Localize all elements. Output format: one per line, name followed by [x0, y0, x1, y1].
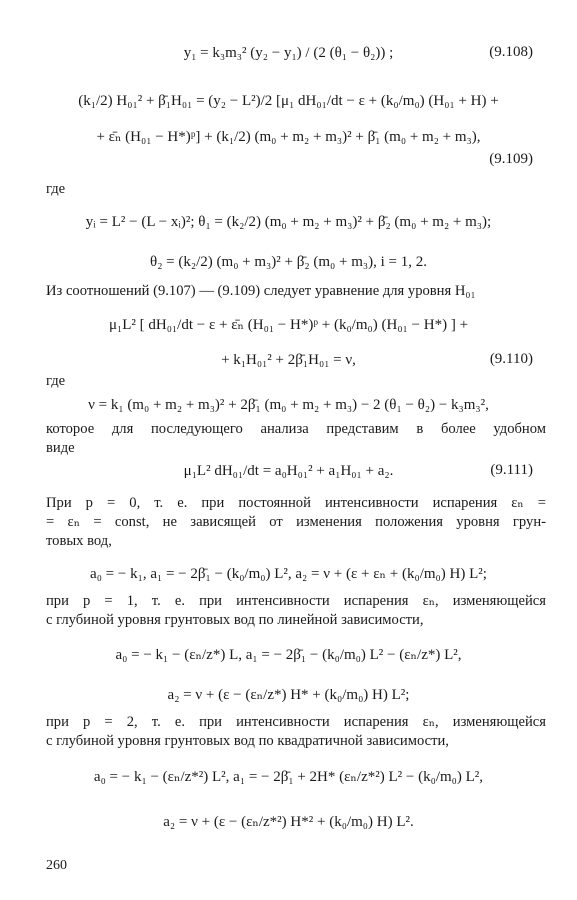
equation-y-theta1: yᵢ = L² − (L − xᵢ)²; θ₁ = (k₂/2) (m₀ + m₂ + m₃)² + β̄₂ (m₀ + m₂ + m₃); — [85, 214, 492, 230]
equation-p1-line-2: a₂ = ν + (ε − (εₙ/z*) H* + (k₀/m₀) H) L²; — [167, 687, 410, 703]
paragraph-2-line-2: виде — [46, 440, 75, 456]
equation-p2-line-1: a₀ = − k₁ − (εₙ/z*²) L², a₁ = − 2β̄₁ + 2H* (εₙ/z*²) L² − (k₀/m₀) L², — [93, 769, 484, 785]
equation-number-9-111: (9.111) — [490, 462, 533, 478]
equation-number-9-108: (9.108) — [489, 44, 533, 60]
equation-nu: ν = k₁ (m₀ + m₂ + m₃)² + 2β̄₁ (m₀ + m₂ + m₃) − 2 (θ₁ − θ₂) − k₃m₃², — [88, 397, 489, 413]
equation-9-111: μ₁L² dH₀₁/dt = a₀H₀₁² + a₁H₀₁ + a₂. — [183, 463, 394, 479]
equation-9-108: y₁ = k₃m₃² (y₂ − y₁) / (2 (θ₁ − θ₂)) ; — [183, 45, 394, 61]
text-gde-1: где — [46, 181, 66, 197]
paragraph-3-line-2: = εₙ = const, не зависящей от изменения положения уровня грун- — [46, 514, 546, 530]
paragraph-3-line-1: При p = 0, т. е. при постоянной интенсивности испарения εₙ = — [46, 495, 546, 511]
equation-9-109-line-1: (k₁/2) H₀₁² + β̄₁H₀₁ = (y₂ − L²)/2 [μ₁ dH₀₁/dt − ε + (k₀/m₀) (H₀₁ + H) + — [78, 93, 499, 109]
paragraph-1: Из соотношений (9.107) — (9.109) следует уравнение для уровня H₀₁ — [46, 283, 476, 299]
equation-9-110-line-2: + k₁H₀₁² + 2β̄₁H₀₁ = ν, — [221, 352, 356, 368]
paragraph-4-line-2: с глубиной уровня грунтовых вод по линейной зависимости, — [46, 612, 424, 628]
equation-number-9-109: (9.109) — [489, 151, 533, 167]
equation-p2-line-2: a₂ = ν + (ε − (εₙ/z*²) H*² + (k₀/m₀) H) L². — [163, 814, 414, 830]
equation-p1-line-1: a₀ = − k₁ − (εₙ/z*) L, a₁ = − 2β̄₁ − (k₀/m₀) L² − (εₙ/z*) L², — [115, 647, 462, 663]
paragraph-2-line-1: которое для последующего анализа представим в более удобном — [46, 421, 546, 437]
paragraph-3-line-3: товых вод, — [46, 533, 112, 549]
equation-9-109-line-2: + ε̄ₙ (H₀₁ − H*)ᵖ] + (k₁/2) (m₀ + m₂ + m₃)² + β̄₁ (m₀ + m₂ + m₃), — [96, 129, 481, 145]
paragraph-4-line-1: при p = 1, т. е. при интенсивности испарения εₙ, изменяющейся — [46, 593, 546, 609]
paragraph-5-line-2: с глубиной уровня грунтовых вод по квадратичной зависимости, — [46, 733, 449, 749]
text-gde-2: где — [46, 373, 66, 389]
equation-theta2: θ₂ = (k₂/2) (m₀ + m₃)² + β̄₂ (m₀ + m₃), i = 1, 2. — [150, 254, 427, 270]
equation-9-110-line-1: μ₁L² [ dH₀₁/dt − ε + ε̄ₙ (H₀₁ − H*)ᵖ + (k₀/m₀) (H₀₁ − H*) ] + — [108, 317, 469, 333]
page-number: 260 — [46, 858, 67, 873]
equation-p0: a₀ = − k₁, a₁ = − 2β̄₁ − (k₀/m₀) L², a₂ = ν + (ε + εₙ + (k₀/m₀) H) L²; — [90, 566, 487, 582]
paragraph-5-line-1: при p = 2, т. е. при интенсивности испарения εₙ, изменяющейся — [46, 714, 546, 730]
equation-number-9-110: (9.110) — [489, 351, 533, 367]
